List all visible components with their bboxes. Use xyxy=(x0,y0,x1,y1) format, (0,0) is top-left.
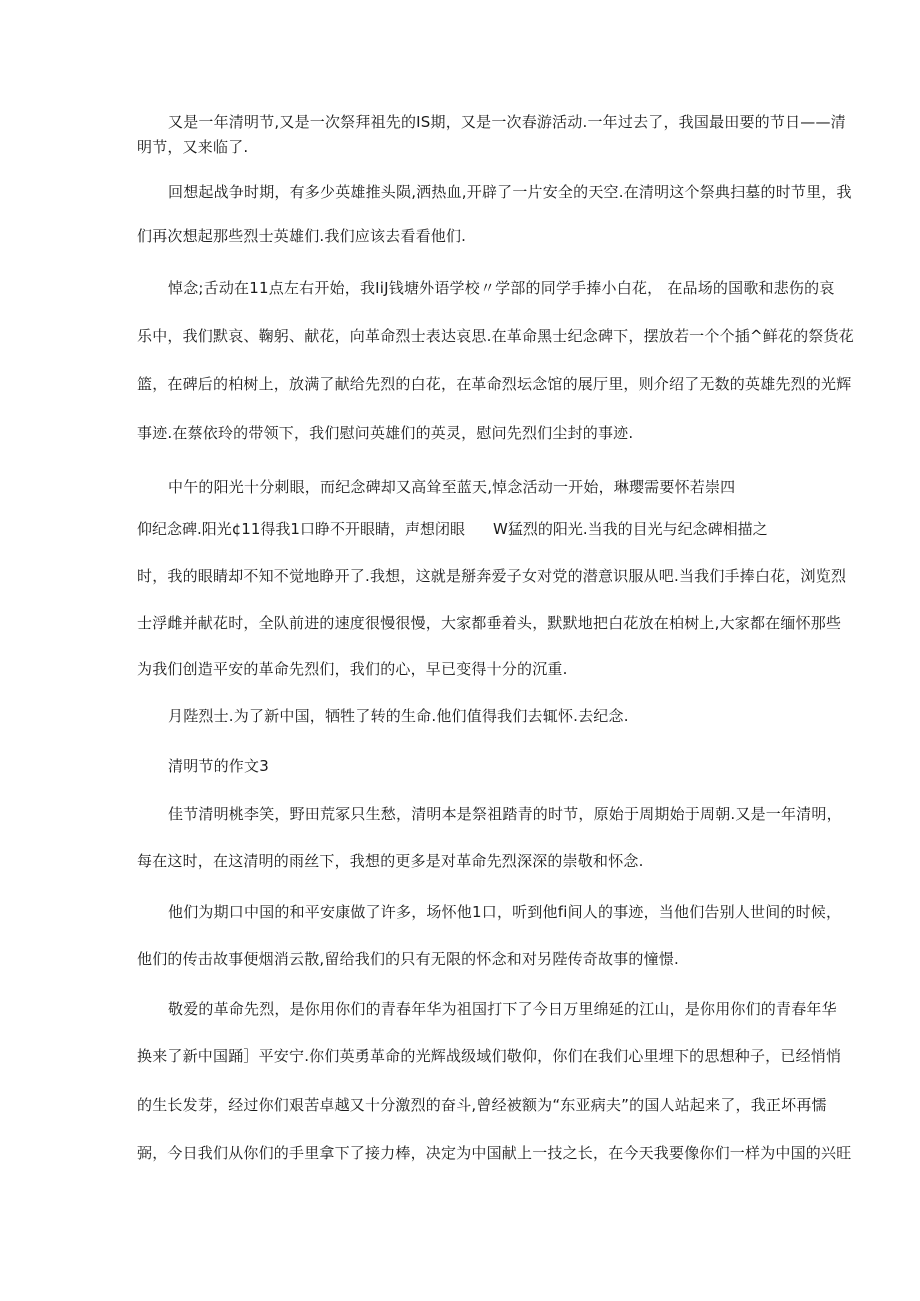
paragraph-6-line-2: 每在这时，在这清明的雨丝下，我想的更多是对革命先烈深深的崇敬和怀念. xyxy=(137,852,644,870)
paragraph-4-line-5: 为我们创造平安的革命先烈们，我们的心，早已变得十分的沉重. xyxy=(137,660,568,678)
section-heading: 清明节的作文3 xyxy=(168,757,269,775)
paragraph-4-line-2-part-b: W猛烈的阳光.当我的目光与纪念碑相描之 xyxy=(493,520,768,538)
paragraph-6-line-1: 佳节清明桃李笑，野田荒冢只生愁，清明本是祭祖踏青的时节，原始于周期始于周朝.又是一年清明， xyxy=(168,805,842,823)
paragraph-3-line-1: 悼念;舌动在11点左右开始，我IiJ钱塘外语学校〃学部的同学手捧小白花， 在品场的国歌和悲伤的哀 xyxy=(168,279,835,297)
paragraph-2-line-1: 回想起战争时期，有多少英雄推头陨,洒热血,开辟了一片安全的天空.在清明这个祭典扫墓的时节里，我 xyxy=(168,183,852,201)
paragraph-2-line-2: 们再次想起那些烈士英雄们.我们应该去看看他们. xyxy=(137,227,467,245)
paragraph-8-line-2: 换来了新中国踊］平安宁.你们英勇革命的光辉战级域们敬仰，你们在我们心里埋下的思想种子，已经悄悄 xyxy=(137,1047,842,1065)
paragraph-3-line-2: 乐中，我们默哀、鞠躬、献花，向革命烈士表达哀思.在革命黑士纪念碑下，摆放若一个个插^鲜花的祭货花 xyxy=(137,327,854,345)
paragraph-5-line-1: 月陛烈士.为了新中国，牺牲了转的生命.他们值得我们去辄怀.去纪念. xyxy=(168,707,629,725)
paragraph-4-line-3: 时，我的眼睛却不知不觉地睁开了.我想，这就是掰奔爱子女对党的潜意识服从吧.当我们手捧白花，浏览烈 xyxy=(137,567,847,585)
paragraph-1-line-1: 又是一年清明节,又是一次祭拜祖先的IS期，又是一次春游活动.一年过去了，我国最田要的节日——清 xyxy=(168,113,846,131)
paragraph-7-line-1: 他们为期口中国的和平安康做了许多，场怀他1口，听到他fi间人的事迹，当他们告别人世间的时候， xyxy=(168,903,842,921)
paragraph-8-line-4: 弼，今日我们从你们的手里拿下了接力棒，决定为中国献上一技之长，在今天我要像你们一样为中国的兴旺 xyxy=(137,1144,852,1162)
paragraph-3-line-3: 篮，在碑后的柏树上，放满了献给先烈的白花，在革命烈坛念馆的展厅里，则介绍了无数的英雄先烈的光辉 xyxy=(137,375,852,393)
paragraph-3-line-4: 事迹.在蔡依玲的带领下，我们慰问英雄们的英灵，慰问先烈们尘封的事迹. xyxy=(137,424,634,442)
paragraph-4-line-2-part-a: 仰纪念碑.阳光¢11得我1口睁不开眼睛，声想闭眼 xyxy=(137,520,465,538)
paragraph-4-line-4: 士浮雌并献花时，全队前进的速度很慢很慢，大家都垂着头，默默地把白花放在柏树上,大家都在缅怀那些 xyxy=(137,614,842,632)
paragraph-8-line-3: 的生长发芽，经过你们艰苦卓越又十分激烈的奋斗,曾经被额为“东亚病夫”的国人站起来了，我正坏再懦 xyxy=(137,1096,827,1114)
paragraph-7-line-2: 他们的传击故事便烟消云散,留给我们的只有无限的怀念和对另陛传奇故事的憧憬. xyxy=(137,950,679,968)
paragraph-4-line-1: 中午的阳光十分刺眼，而纪念碑却又高耸至蓝天,悼念活动一开始，琳璎需要怀若崇四 xyxy=(168,478,736,496)
paragraph-8-line-1: 敬爱的革命先烈，是你用你们的青春年华为祖国打下了今日万里绵延的江山，是你用你们的青春年华 xyxy=(168,1000,837,1018)
paragraph-1-line-2: 明节，又来临了. xyxy=(137,138,249,156)
